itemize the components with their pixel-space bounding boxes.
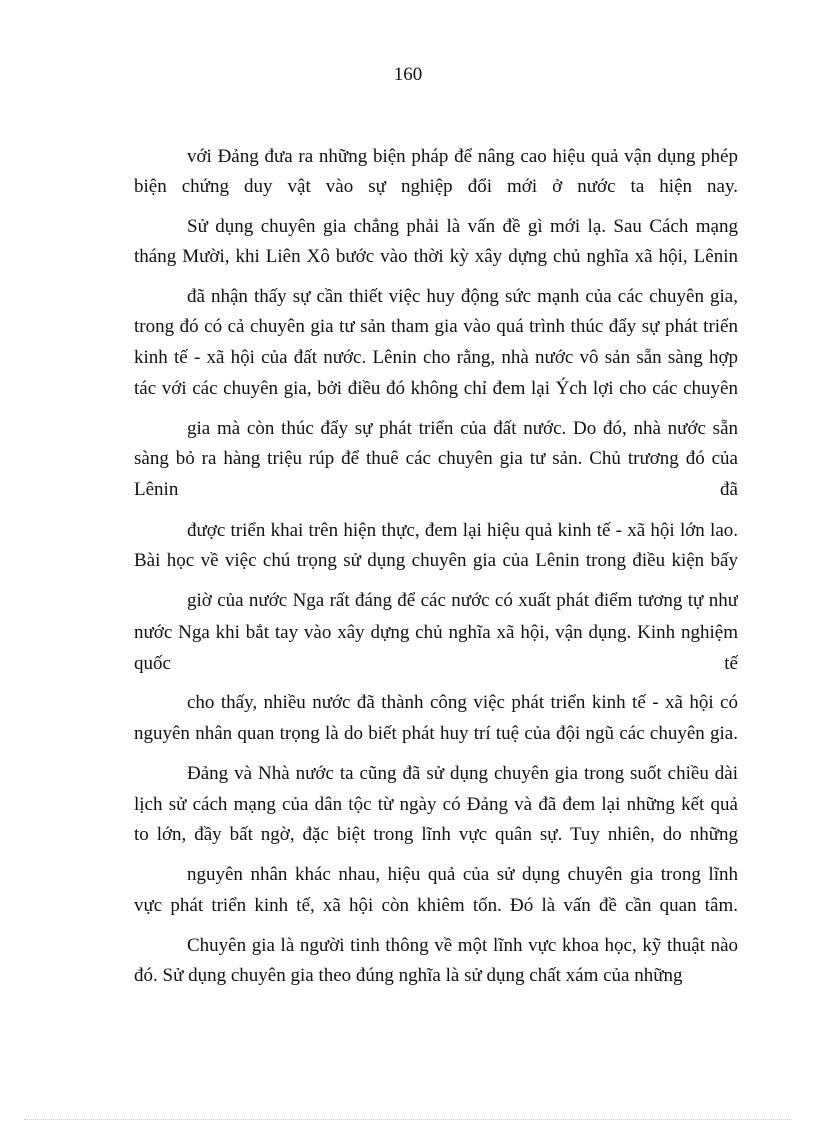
- text-line: cho thấy, nhiều nước đã thành công việc phát triển kinh tế - xã hội có: [187, 692, 738, 713]
- text-line: Chuyên gia là người tinh thông về một lĩnh vực khoa học, kỹ thuật nào: [187, 935, 738, 956]
- text-line: tác với các chuyên gia, bởi điều đó không chỉ đem lại Ých lợi cho các chuyên: [134, 378, 738, 399]
- text-line: nước Nga khi bắt tay vào xây dựng chủ nghĩa xã hội, vận dụng. Kinh nghiệm: [134, 622, 738, 643]
- text-line: lịch sử cách mạng của dân tộc từ ngày có Đảng và đã đem lại những kết quả: [134, 794, 738, 815]
- text-line: với Đảng đưa ra những biện pháp để nâng cao hiệu quả vận dụng phép: [187, 146, 738, 167]
- text-line: biện chứng duy vật vào sự nghiệp đổi mới ở nước ta hiện nay.: [134, 176, 738, 197]
- text-line: đã nhận thấy sự cần thiết việc huy động sức mạnh của các chuyên gia,: [187, 286, 738, 307]
- text-line: giờ của nước Nga rất đáng để các nước có xuất phát điểm tương tự như: [187, 590, 738, 611]
- text-line: to lớn, đầy bất ngờ, đặc biệt trong lĩnh vực quân sự. Tuy nhiên, do những: [134, 824, 738, 845]
- text-line: gia mà còn thúc đẩy sự phát triển của đất nước. Do đó, nhà nước sẵn: [187, 418, 738, 439]
- text-line: kinh tế - xã hội của đất nước. Lênin cho rằng, nhà nước vô sản sẵn sàng hợp: [134, 347, 738, 368]
- text-line: vực phát triển kinh tế, xã hội còn khiêm tốn. Đó là vấn đề cần quan tâm.: [134, 895, 738, 916]
- text-line: nguyên nhân quan trọng là do biết phát huy trí tuệ của đội ngũ các chuyên gia.: [134, 723, 738, 744]
- text-line: tháng Mười, khi Liên Xô bước vào thời kỳ xây dựng chủ nghĩa xã hội, Lênin: [134, 246, 738, 267]
- text-line: Đảng và Nhà nước ta cũng đã sử dụng chuyên gia trong suốt chiều dài: [187, 763, 738, 784]
- text-line: Bài học về việc chú trọng sử dụng chuyên gia của Lênin trong điều kiện bấy: [134, 550, 738, 571]
- text-line: quốc tế: [134, 653, 738, 674]
- text-line: Sử dụng chuyên gia chẳng phải là vấn đề gì mới lạ. Sau Cách mạng: [187, 216, 738, 237]
- text-line: nguyên nhân khác nhau, hiệu quả của sử dụng chuyên gia trong lĩnh: [187, 864, 738, 885]
- footer-rule: [24, 1119, 792, 1120]
- text-line: được triển khai trên hiện thực, đem lại hiệu quả kinh tế - xã hội lớn lao.: [187, 520, 738, 541]
- text-line: đó. Sử dụng chuyên gia theo đúng nghĩa là sử dụng chất xám của những: [134, 965, 683, 986]
- text-line: Lênin đã: [134, 479, 738, 500]
- text-line: trong đó có cả chuyên gia tư sản tham gia vào quá trình thúc đẩy sự phát triển: [134, 316, 738, 337]
- text-line: sàng bỏ ra hàng triệu rúp để thuê các chuyên gia tư sản. Chủ trương đó của: [134, 448, 738, 469]
- page-number: 160: [393, 64, 423, 85]
